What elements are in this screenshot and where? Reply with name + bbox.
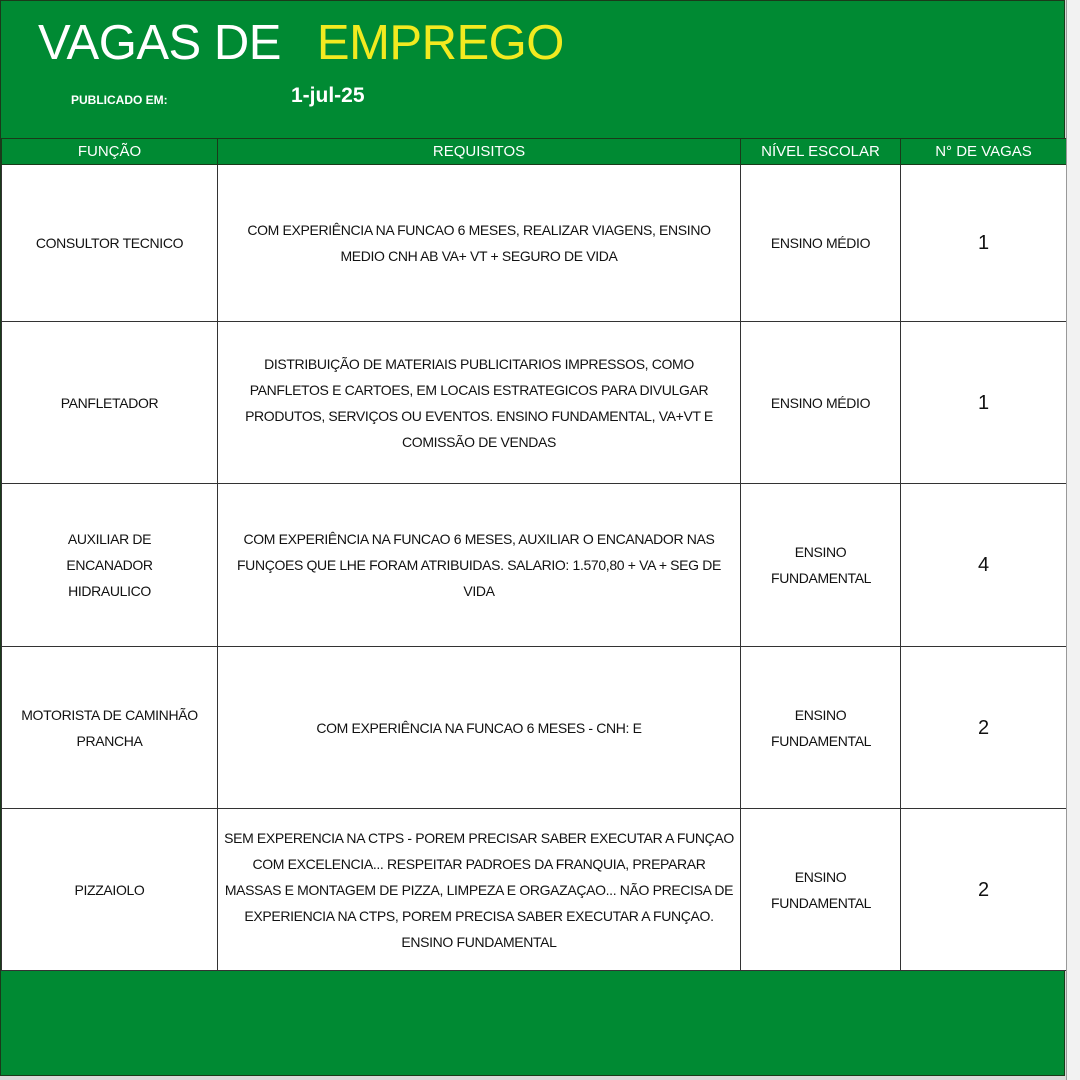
right-edge-strip bbox=[1066, 0, 1080, 1080]
cell-nivel: ENSINO FUNDAMENTAL bbox=[741, 809, 901, 971]
cell-requisitos: COM EXPERIÊNCIA NA FUNCAO 6 MESES - CNH: E bbox=[218, 647, 741, 809]
cell-vagas: 2 bbox=[901, 809, 1067, 971]
cell-nivel: ENSINO MÉDIO bbox=[741, 322, 901, 484]
cell-nivel: ENSINO FUNDAMENTAL bbox=[741, 647, 901, 809]
cell-vagas: 2 bbox=[901, 647, 1067, 809]
cell-requisitos: DISTRIBUIÇÃO DE MATERIAIS PUBLICITARIOS IMPRESSOS, COMO PANFLETOS E CARTOES, EM LOCAIS ESTRATEGICOS PARA DIVULGAR PRODUTOS, SERVIÇOS OU EVENTOS. ENSINO FUNDAMENTAL, VA+VT E COMISSÃO DE VENDAS bbox=[218, 322, 741, 484]
cell-vagas: 1 bbox=[901, 322, 1067, 484]
cell-nivel: ENSINO MÉDIO bbox=[741, 165, 901, 322]
published-date: 1-jul-25 bbox=[291, 84, 365, 107]
table-row bbox=[2, 322, 1067, 484]
cell-nivel: ENSINO FUNDAMENTAL bbox=[741, 484, 901, 647]
table-row bbox=[2, 809, 1067, 971]
column-header-vagas: N° DE VAGAS bbox=[901, 139, 1067, 165]
table-header-row bbox=[2, 139, 1067, 165]
title-white: VAGAS DE bbox=[38, 16, 281, 70]
cell-funcao: MOTORISTA DE CAMINHÃO PRANCHA bbox=[2, 647, 218, 809]
table-row bbox=[2, 484, 1067, 647]
title-yellow: EMPREGO bbox=[316, 16, 564, 70]
cell-requisitos: SEM EXPERENCIA NA CTPS - POREM PRECISAR SABER EXECUTAR A FUNÇAO COM EXCELENCIA... RESPEITAR PADROES DA FRANQUIA, PREPARAR MASSAS E MONTAGEM DE PIZZA, LIMPEZA E ORGAZAÇAO... NÃO PRECISA DE EXPERIENCIA NA CTPS, POREM PRECISA SABER EXECUTAR A FUNÇAO. ENSINO FUNDAMENTAL bbox=[218, 809, 741, 971]
cell-funcao: PIZZAIOLO bbox=[2, 809, 218, 971]
table-row bbox=[2, 647, 1067, 809]
column-header-requisitos: REQUISITOS bbox=[218, 139, 741, 165]
column-header-nivel: NÍVEL ESCOLAR bbox=[741, 139, 901, 165]
column-header-funcao: FUNÇÃO bbox=[2, 139, 218, 165]
cell-requisitos: COM EXPERIÊNCIA NA FUNCAO 6 MESES, AUXILIAR O ENCANADOR NAS FUNÇOES QUE LHE FORAM ATRIBUIDAS. SALARIO: 1.570,80 + VA + SEG DE VIDA bbox=[218, 484, 741, 647]
published-label: PUBLICADO EM: bbox=[71, 93, 168, 107]
table-row bbox=[2, 165, 1067, 322]
cell-vagas: 4 bbox=[901, 484, 1067, 647]
cell-funcao: PANFLETADOR bbox=[2, 322, 218, 484]
cell-vagas: 1 bbox=[901, 165, 1067, 322]
cell-funcao: AUXILIAR DE ENCANADOR HIDRAULICO bbox=[2, 484, 218, 647]
cell-funcao: CONSULTOR TECNICO bbox=[2, 165, 218, 322]
cell-requisitos: COM EXPERIÊNCIA NA FUNCAO 6 MESES, REALIZAR VIAGENS, ENSINO MEDIO CNH AB VA+ VT + SEGURO DE VIDA bbox=[218, 165, 741, 322]
page-title bbox=[38, 15, 564, 71]
jobs-table bbox=[1, 138, 1067, 971]
